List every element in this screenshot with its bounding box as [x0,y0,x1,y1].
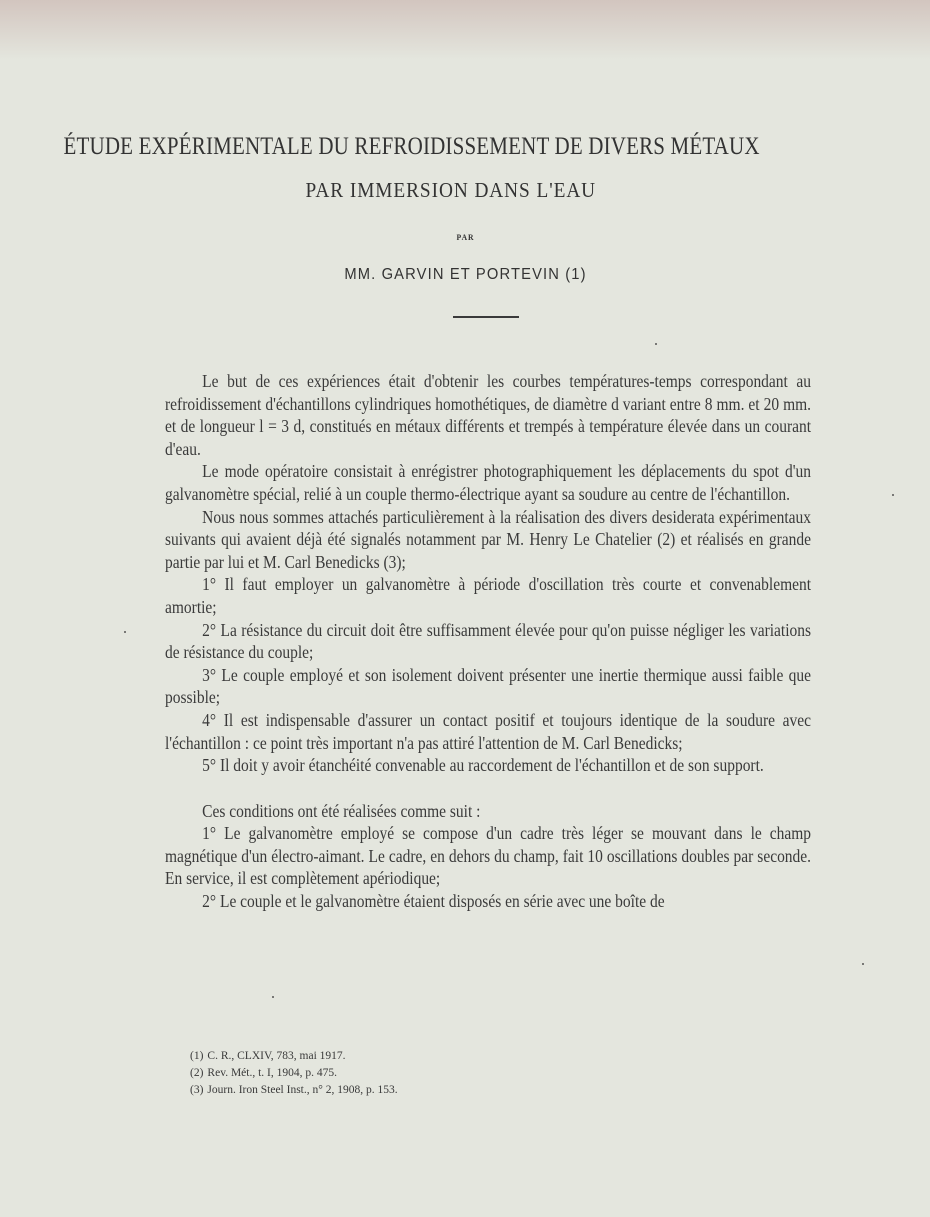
footnote-number: (1) [190,1050,204,1062]
paragraph: 5° Il doit y avoir étanchéité convenable au raccordement de l'échantillon et de son support. [202,755,764,776]
paragraph: Le mode opératoire consistait à enrégistrer photographiquement les déplacements du spot d'un galvanomètre spécial, relié à un couple thermo-électrique ayant sa soudure au centre de l'échantillon. [165,461,812,504]
scan-speck [124,631,126,633]
article-title: ÉTUDE EXPÉRIMENTALE DU REFROIDISSEMENT DE DIVERS MÉTAUX [63,133,760,160]
footnote-number: (3) [190,1084,204,1096]
scan-speck [655,343,657,345]
paragraph: Le but de ces expériences était d'obtenir les courbes températures-temps correspondant au refroidissement d'échantillons cylindriques homothétiques, de diamètre d variant entre 8 mm. et 20 mm. et de longueur l = 3 d, constitués en métaux différents et trempés à température élevée dans un courant d'eau. [165,371,812,459]
article-body [165,370,811,913]
footnote-text: C. R., CLXIV, 783, mai 1917. [207,1050,346,1062]
footnotes [190,1048,690,1099]
paragraph: Ces conditions ont été réalisées comme suit : [202,800,481,821]
footnote [190,1065,690,1082]
title-divider [453,316,519,318]
by-label: PAR [456,233,475,242]
scan-speck [892,494,894,496]
paragraph: 1° Il faut employer un galvanomètre à période d'oscillation très courte et convenablement amortie; [165,574,812,617]
scan-speck [272,996,274,998]
paragraph: 4° Il est indispensable d'assurer un contact positif et toujours identique de la soudure avec l'échantillon : ce point très important n'a pas attiré l'attention de M. Carl Benedicks; [165,709,812,753]
paragraph: 2° La résistance du circuit doit être suffisamment élevée pour qu'on puisse négliger les variations de résistance du couple; [165,619,812,663]
paragraph: 3° Le couple employé et son isolement doivent présenter une inertie thermique aussi faible que possible; [165,664,812,708]
authors: MM. GARVIN ET PORTEVIN (1) [344,266,587,283]
footnote-text: Journ. Iron Steel Inst., n° 2, 1908, p. 153. [207,1084,398,1096]
footnote [190,1048,690,1065]
paragraph: 2° Le couple et le galvanomètre étaient disposés en série avec une boîte de [202,891,665,912]
paragraph: Nous nous sommes attachés particulièrement à la réalisation des divers desiderata expérimentaux suivants qui avaient déjà été signalés notamment par M. Henry Le Chatelier (2) et réalisés en grande partie par lui et M. Carl Benedicks (3); [165,506,812,572]
scan-speck [862,963,864,965]
footnote-number: (2) [190,1067,204,1079]
footnote-text: Rev. Mét., t. I, 1904, p. 475. [207,1067,337,1079]
paragraph: 1° Le galvanomètre employé se compose d'un cadre très léger se mouvant dans le champ magnétique d'un électro-aimant. Le cadre, en dehors du champ, fait 10 oscillations doubles par seconde. En service, il est complètement apériodique; [165,823,812,889]
article-subtitle: PAR IMMERSION DANS L'EAU [305,178,597,202]
footnote [190,1082,690,1099]
